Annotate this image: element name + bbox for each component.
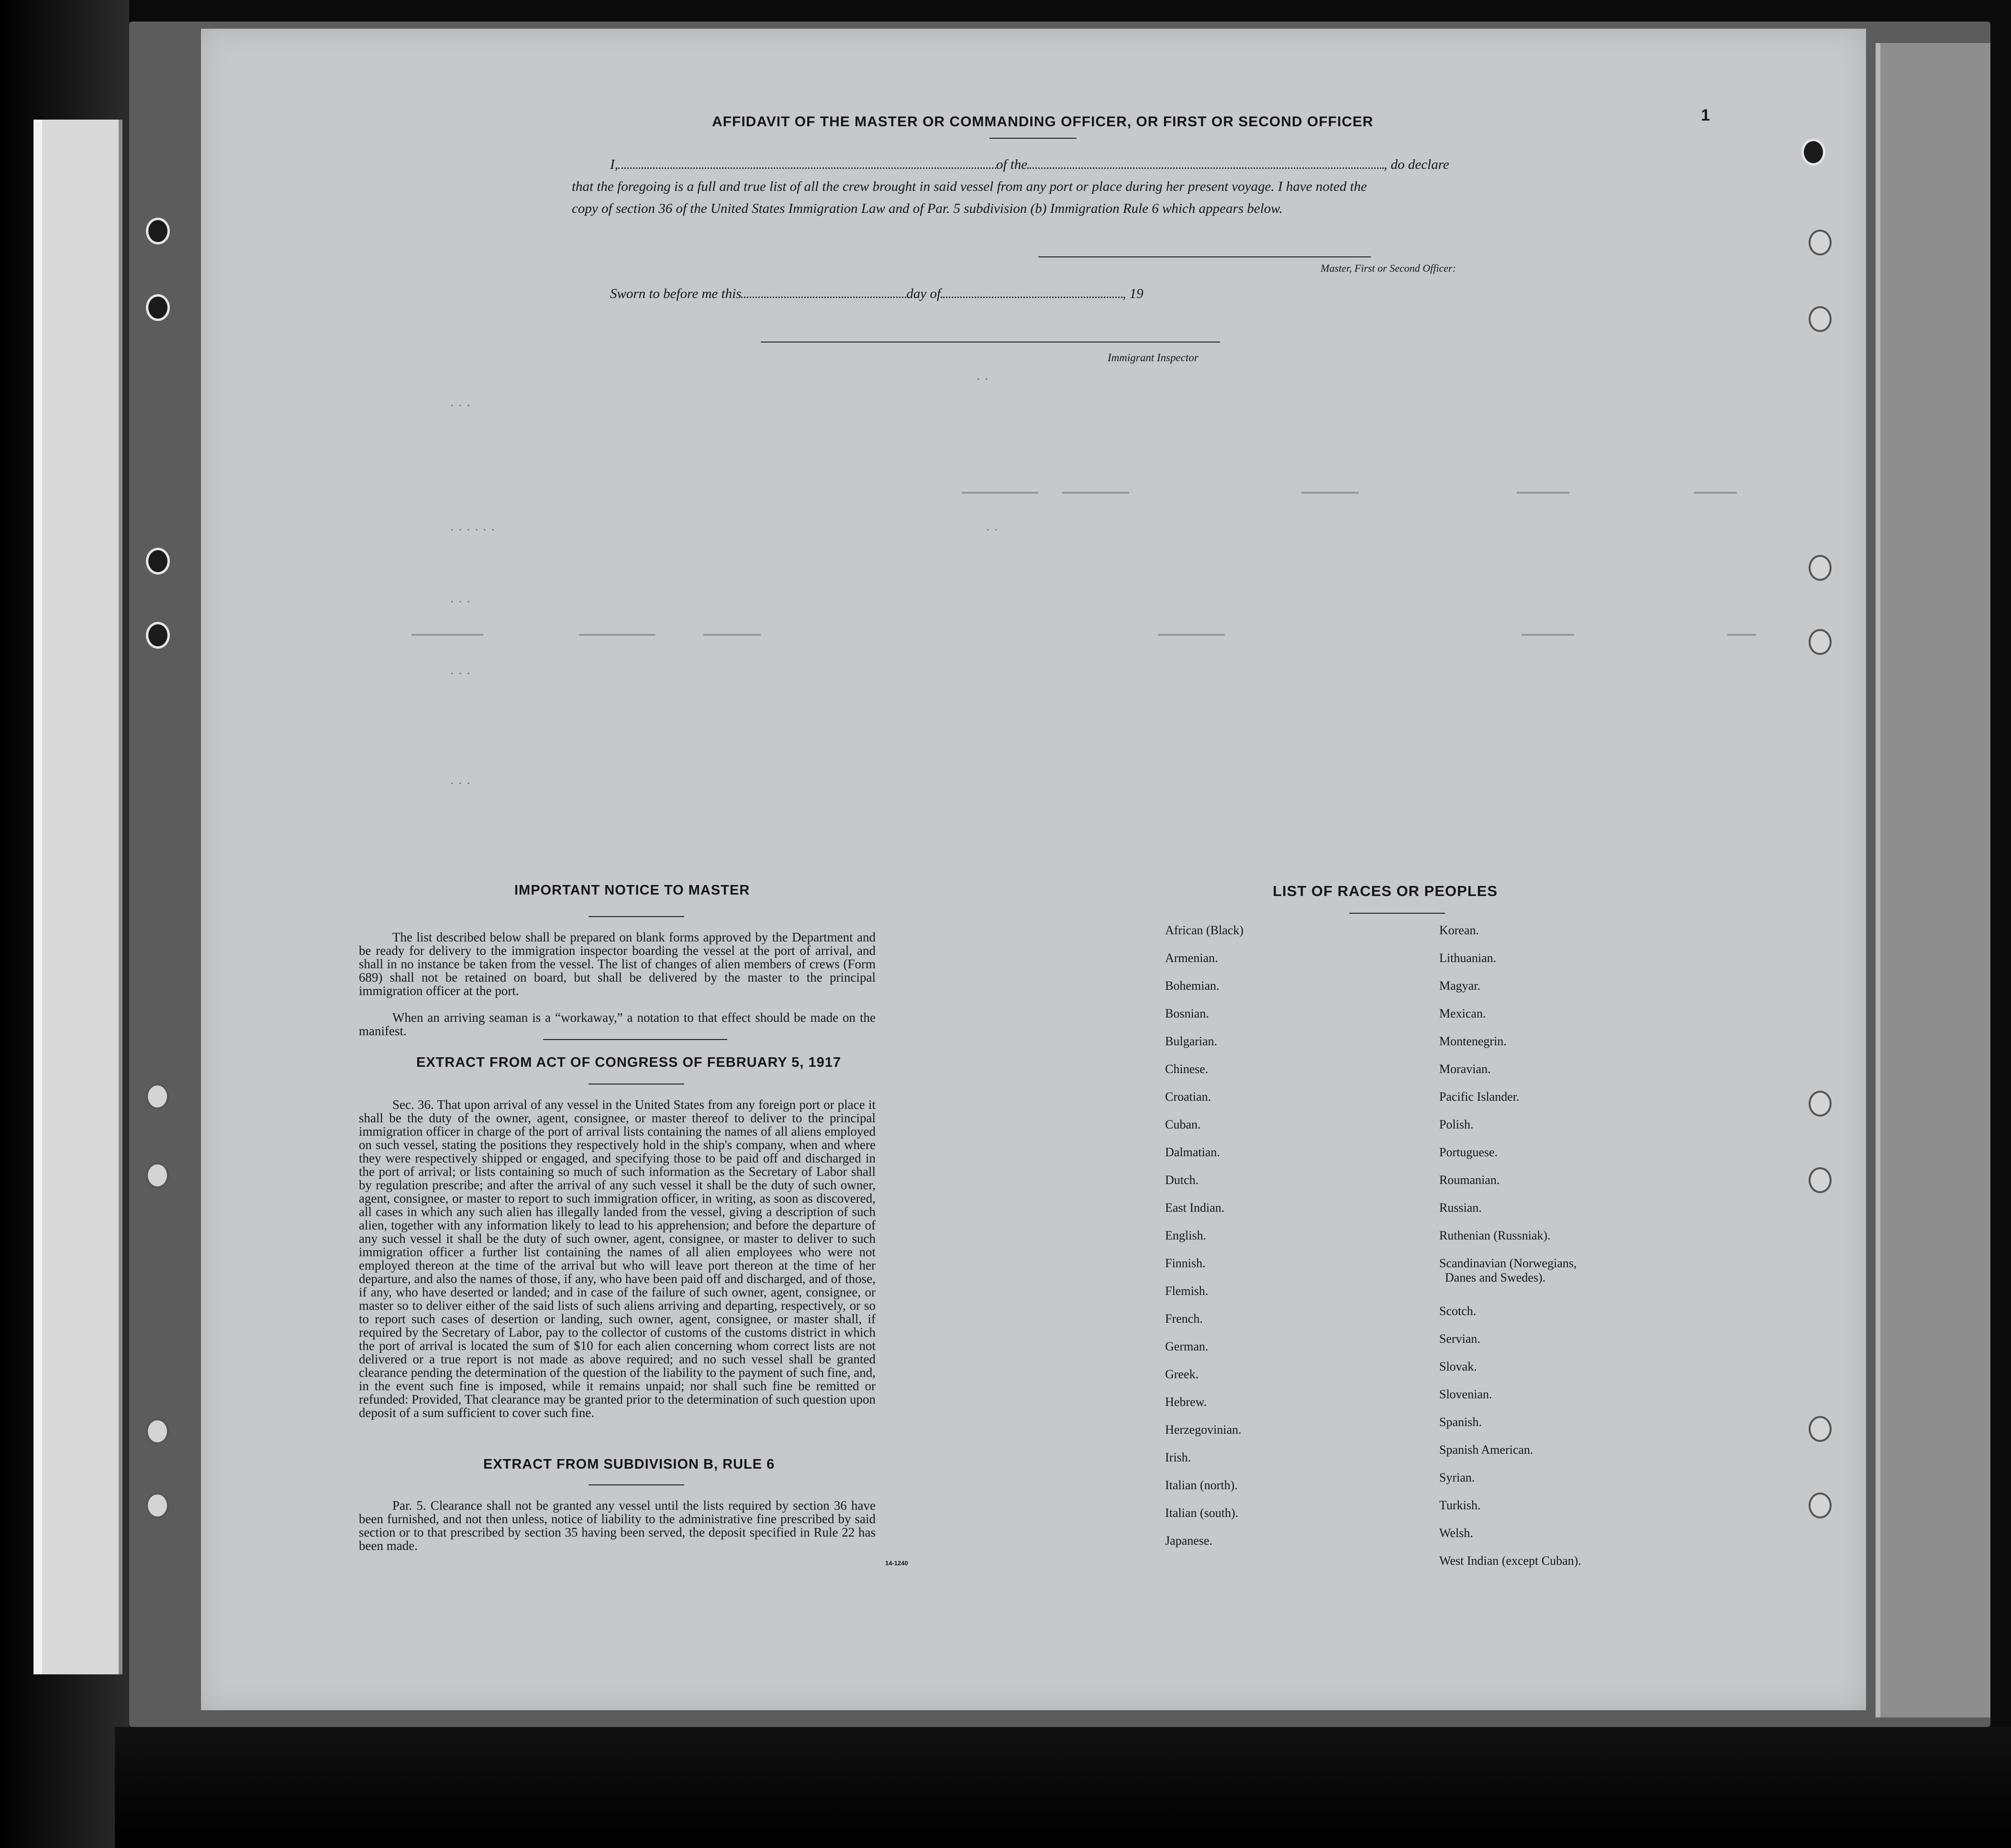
race-item: Spanish. [1439,1415,1482,1429]
race-item: Flemish. [1165,1284,1209,1298]
race-item: Cuban. [1165,1118,1201,1131]
race-item: Dutch. [1165,1173,1199,1187]
sworn-mid: day of [906,286,941,301]
sworn-line [610,286,1144,302]
race-item: African (Black) [1165,923,1244,937]
master-name-field[interactable] [618,167,996,169]
binder-hole [1809,230,1832,255]
binder-hole [146,622,170,649]
bleed-through-dots: · · · · · · [450,521,495,536]
bleed-through-mark [1517,492,1569,494]
signature-caption: Master, First or Second Officer: [1321,262,1456,274]
margin-mark: 1 [1701,106,1710,124]
race-item: Spanish American. [1439,1443,1533,1457]
bleed-through-mark [1158,634,1225,636]
race-item: Servian. [1439,1332,1480,1346]
race-item: Croatian. [1165,1090,1211,1104]
binder-hole [1809,306,1832,332]
race-item: Ruthenian (Russniak). [1439,1228,1551,1242]
form-number: 14-1240 [885,1560,908,1567]
race-item: Greek. [1165,1367,1199,1381]
race-item: Slovak. [1439,1360,1477,1373]
race-item: Mexican. [1439,1007,1486,1020]
underlying-sheet-left [33,120,122,1674]
bleed-through-dots: · · · [450,775,471,790]
race-item: East Indian. [1165,1201,1225,1215]
bottom-shadow [115,1727,2011,1848]
affidavit-line1-mid: of the [996,157,1028,172]
race-item: Russian. [1439,1201,1482,1215]
binder-hole [146,548,170,575]
binder-hole [146,1084,169,1109]
races-title-underline [1349,913,1445,914]
race-item: German. [1165,1339,1209,1353]
inspector-caption: Immigrant Inspector [1108,352,1199,364]
bleed-through-dots: · · · [450,665,471,680]
bleed-through-dots: · · [976,371,989,386]
race-item: Chinese. [1165,1062,1209,1076]
binder-hole [146,218,170,244]
binder-hole [146,1162,169,1188]
race-item: Armenian. [1165,951,1218,965]
binder-hole [1809,1167,1832,1193]
race-item: Pacific Islander. [1439,1090,1520,1104]
race-item: Moravian. [1439,1062,1491,1076]
bleed-through-mark [962,492,1038,494]
bleed-through-mark [411,634,483,636]
race-item: Scandinavian (Norwegians, [1439,1256,1577,1270]
act-section-36-text: Sec. 36. That upon arrival of any vessel in the United States from any foreign port or place it shall be the duty of the owner, agent, consignee, or master thereof to deliver to the principal immigration officer in charge of the port of arrival lists containing the names of all aliens employed on such vessel, stating the positions they respectively hold in the ship's company, when and where they were respectively shipped or engaged, and specifying those to be paid off and discharged in the port of arrival; or lists containing so much of such information as the Secretary of Labor shall by regulation prescribe; and after the arrival of any such vessel it shall be the duty of such owner, agent, consignee, or master to report to such immigration officer, in writing, as soon as discovered, all cases in which any such alien has illegally landed from the vessel, giving a description of such alien, together with any information likely to lead to his apprehension; and before the departure of any such vessel it shall be the duty of such owner, agent, consignee, or master to deliver to such immigration officer a further list containing the names of all alien employees who were not employed thereon at the time of the arrival but who will leave port thereon at the time of her departure, and also the names of those, if any, who have been paid off and discharged, and of those, if any, who have deserted or landed; and in case of the failure of such owner, agent, consignee, or master so to deliver either of the said lists of such aliens arriving and departing, respectively, or so to report such cases of desertion or landing, such owner, agent, consignee, or master shall, if required by the Secretary of Labor, pay to the collector of customs of the customs district in which the port of arrival is located the sum of $10 for each alien concerning whom correct lists are not delivered or a true report is not made as above required; and no such vessel shall be granted clearance pending the determination of the question of the liability to the payment of such fine, and, in the event such fine is imposed, while it remains unpaid; nor shall such fine be remitted or refunded: Provided, That clearance may be granted prior to the determination of such question upon deposit of a sum sufficient to cover such fine. [359,1097,876,1420]
race-item: French. [1165,1312,1203,1326]
binder-hole [1801,139,1825,166]
sworn-month-field[interactable] [941,297,1122,298]
race-item: Dalmatian. [1165,1145,1220,1159]
race-item: Polish. [1439,1118,1474,1131]
bleed-through-mark [1062,492,1129,494]
inspector-signature-line[interactable] [761,342,1220,343]
race-item: Finnish. [1165,1256,1206,1270]
signature-line[interactable] [1038,256,1371,257]
race-item: Hebrew. [1165,1395,1207,1409]
race-item: Bohemian. [1165,979,1220,993]
sworn-end: , 19 [1122,286,1144,301]
title-underline [989,138,1077,139]
bleed-through-mark [579,634,656,636]
race-item: Danes and Swedes). [1445,1271,1546,1284]
affidavit-line-3: copy of section 36 of the United States Immigration Law and of Par. 5 subdivision (b) Immigration Rule 6 which appears below. [572,201,1283,216]
race-item: Italian (south). [1165,1506,1239,1520]
race-item: Korean. [1439,923,1479,937]
race-item: Welsh. [1439,1526,1473,1540]
races-title: LIST OF RACES OR PEOPLES [1273,883,1498,899]
affidavit-line1-end: , do declare [1384,157,1449,172]
affidavit-line-2: that the foregoing is a full and true list of all the crew brought in said vessel from any port or place during her present voyage. I have noted the [572,179,1367,194]
race-item: Scotch. [1439,1304,1477,1318]
notice-title: IMPORTANT NOTICE TO MASTER [514,883,750,898]
race-item: Japanese. [1165,1534,1212,1548]
bleed-through-mark [703,634,761,636]
affidavit-line-1 [610,157,1449,173]
race-item: Lithuanian. [1439,951,1497,965]
sworn-day-field[interactable] [741,297,906,298]
binder-hole [146,1418,169,1444]
act-extract-title: EXTRACT FROM ACT OF CONGRESS OF FEBRUARY 5, 1917 [416,1055,842,1070]
affidavit-line1-start: I, [610,157,618,172]
binder-hole [1809,555,1832,581]
sworn-start: Sworn to before me this [610,286,742,301]
bleed-through-mark [1694,492,1737,494]
vessel-name-field[interactable] [1027,167,1384,169]
race-item: Slovenian. [1439,1387,1492,1401]
bleed-through-mark [1522,634,1574,636]
race-item: Turkish. [1439,1498,1481,1512]
race-item: Irish. [1165,1450,1191,1464]
race-item: Portuguese. [1439,1145,1498,1159]
binder-hole [1809,1493,1832,1518]
race-item: Italian (north). [1165,1478,1238,1492]
rule-paragraph-5-text: Par. 5. Clearance shall not be granted any vessel until the lists required by section 36 have been furnished, and not then unless, notice of liability to the administrative fine prescribed by said section or to that prescribed by section 35 having been served, the deposit specified in Rule 22 has been made. [359,1498,876,1553]
section-divider [543,1039,727,1040]
form-page [201,29,1866,1710]
binder-hole [1809,1091,1832,1117]
race-item: Roumanian. [1439,1173,1500,1187]
race-item: English. [1165,1228,1206,1242]
rule-extract-title: EXTRACT FROM SUBDIVISION B, RULE 6 [483,1457,775,1472]
bleed-through-mark [1727,634,1756,636]
race-item: Bulgarian. [1165,1034,1218,1048]
notice-title-underline [589,916,684,917]
race-item: Syrian. [1439,1471,1475,1484]
affidavit-title: AFFIDAVIT OF THE MASTER OR COMMANDING OFFICER, OR FIRST OR SECOND OFFICER [712,114,1374,130]
race-item: Herzegovinian. [1165,1423,1242,1437]
race-item: Magyar. [1439,979,1480,993]
rule-title-underline [589,1484,684,1485]
race-item: Bosnian. [1165,1007,1209,1020]
bleed-through-dots: · · · [450,397,471,412]
bleed-through-dots: · · [986,521,999,536]
binder-hole [1809,1416,1832,1442]
binder-hole [146,1493,169,1518]
race-item: Montenegrin. [1439,1034,1507,1048]
bleed-through-mark [1301,492,1359,494]
bleed-through-dots: · · · [450,593,471,608]
binder-hole [146,294,170,321]
race-item: West Indian (except Cuban). [1439,1554,1581,1568]
notice-paragraph-1: The list described below shall be prepared on blank forms approved by the Department and be ready for delivery to the immigration inspector boarding the vessel at the port of arrival, and shall in no instance be taken from the vessel. The list of changes of alien members of crews (Form 689) shall not be retained on board, but shall be delivered by the master to the principal immigration officer at the port. [359,930,876,998]
notice-paragraph-2: When an arriving seaman is a “workaway,” a notation to that effect should be made on the manifest. [359,1010,876,1038]
underlying-sheet-right [1876,43,1990,1717]
binder-hole [1809,629,1832,655]
